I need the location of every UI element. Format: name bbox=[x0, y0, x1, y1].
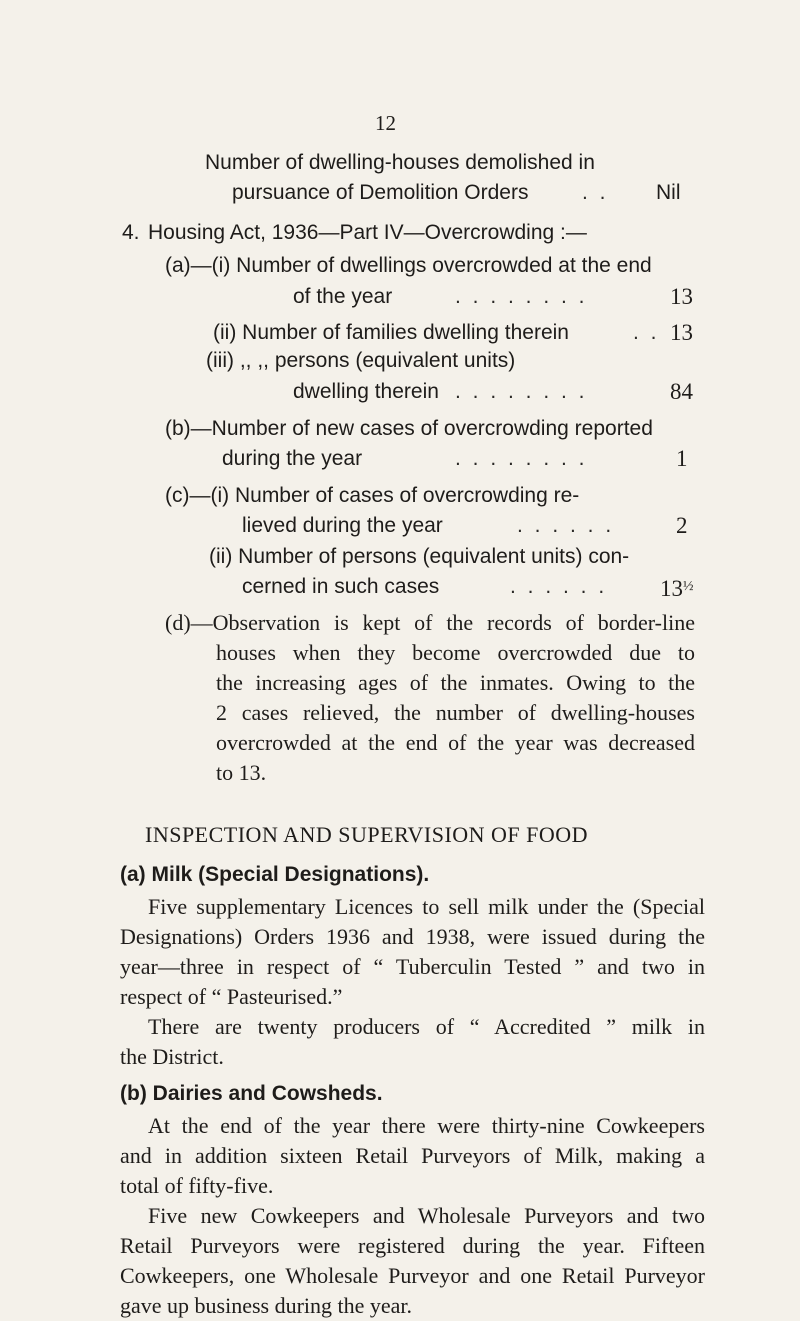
d-line: overcrowded at the end of the year was decreased bbox=[216, 730, 695, 755]
food-heading: INSPECTION AND SUPERVISION OF FOOD bbox=[145, 822, 589, 847]
a-i-value: 13 bbox=[670, 284, 693, 309]
section4-number: 4. bbox=[122, 221, 140, 244]
milk-para2-line: There are twenty producers of “ Accredited ” milk in bbox=[148, 1014, 705, 1039]
dairies-para1-line: At the end of the year there were thirty-nine Cowkeepers bbox=[148, 1113, 705, 1138]
b-line2: during the year bbox=[222, 447, 363, 470]
milk-para1-line: respect of “ Pasteurised.” bbox=[120, 984, 343, 1009]
a-ii-value: 13 bbox=[670, 320, 693, 345]
dairies-title: (b) Dairies and Cowsheds. bbox=[120, 1082, 383, 1105]
c-ii-line1: (ii) Number of persons (equivalent units) con- bbox=[209, 545, 630, 568]
d-line: 2 cases relieved, the number of dwelling-houses bbox=[216, 700, 695, 725]
a-ii-leader: . . bbox=[633, 321, 660, 344]
dairies-para2 bbox=[120, 1201, 705, 1321]
c-ii-value-fraction: ½ bbox=[683, 579, 694, 594]
d-paragraph bbox=[165, 608, 695, 788]
d-line: houses when they become overcrowded due to bbox=[216, 640, 695, 665]
a-iii-line2: dwelling therein bbox=[293, 380, 439, 403]
milk-title: (a) Milk (Special Designations). bbox=[120, 863, 430, 886]
b-line1: (b)—Number of new cases of overcrowding reported bbox=[165, 417, 653, 440]
c-ii-line2: cerned in such cases bbox=[242, 575, 440, 598]
d-line: (d)—Observation is kept of the records of border-line bbox=[165, 610, 695, 635]
milk-para2 bbox=[120, 1012, 705, 1072]
demolished-leader: . . bbox=[582, 181, 609, 204]
c-ii-value-number: 13 bbox=[660, 576, 683, 601]
demolished-label-line2: pursuance of Demolition Orders bbox=[232, 181, 529, 204]
c-ii-leader: . . . . . . bbox=[510, 575, 608, 598]
d-line: to 13. bbox=[216, 760, 267, 785]
dairies-para2-line: Retail Purveyors were registered during the year. Fifteen bbox=[120, 1233, 705, 1258]
dairies-para2-line: Cowkeepers, one Wholesale Purveyor and one Retail Purveyor bbox=[120, 1263, 705, 1288]
dairies-para1 bbox=[120, 1111, 705, 1201]
c-i-line2: lieved during the year bbox=[242, 514, 443, 537]
c-ii-value bbox=[660, 572, 694, 604]
milk-para1-line: Designations) Orders 1936 and 1938, were issued during the bbox=[120, 924, 705, 949]
dairies-para2-line: gave up business during the year. bbox=[120, 1293, 413, 1318]
d-line: the increasing ages of the inmates. Owing to the bbox=[216, 670, 695, 695]
a-i-line1: (a)—(i) Number of dwellings overcrowded at the end bbox=[165, 254, 652, 277]
dairies-para2-line: Five new Cowkeepers and Wholesale Purveyors and two bbox=[148, 1203, 705, 1228]
b-leader: . . . . . . . . bbox=[455, 447, 588, 470]
milk-para1 bbox=[120, 892, 705, 1012]
c-i-leader: . . . . . . bbox=[517, 514, 615, 537]
a-ii-label: (ii) Number of families dwelling therein bbox=[213, 321, 569, 344]
c-i-line1: (c)—(i) Number of cases of overcrowding re- bbox=[165, 484, 580, 507]
milk-para2-line: the District. bbox=[120, 1044, 224, 1069]
c-i-value: 2 bbox=[676, 513, 688, 538]
b-value: 1 bbox=[676, 446, 688, 471]
a-i-line2: of the year bbox=[293, 285, 393, 308]
a-iii-line1: (iii) ,, ,, persons (equivalent units) bbox=[206, 349, 516, 372]
demolished-label-line1: Number of dwelling-houses demolished in bbox=[205, 151, 595, 174]
a-iii-leader: . . . . . . . . bbox=[455, 380, 588, 403]
milk-para1-line: year—three in respect of “ Tuberculin Tested ” and two in bbox=[120, 954, 705, 979]
demolished-value: Nil bbox=[656, 181, 681, 204]
a-i-leader: . . . . . . . . bbox=[455, 285, 588, 308]
milk-para1-line: Five supplementary Licences to sell milk under the (Special bbox=[148, 894, 705, 919]
dairies-para1-line: and in addition sixteen Retail Purveyors of Milk, making a bbox=[120, 1143, 705, 1168]
page-number: 12 bbox=[375, 111, 396, 135]
section4-title: Housing Act, 1936—Part IV—Overcrowding :— bbox=[148, 221, 587, 244]
dairies-para1-line: total of fifty-five. bbox=[120, 1173, 274, 1198]
a-iii-value: 84 bbox=[670, 379, 693, 404]
